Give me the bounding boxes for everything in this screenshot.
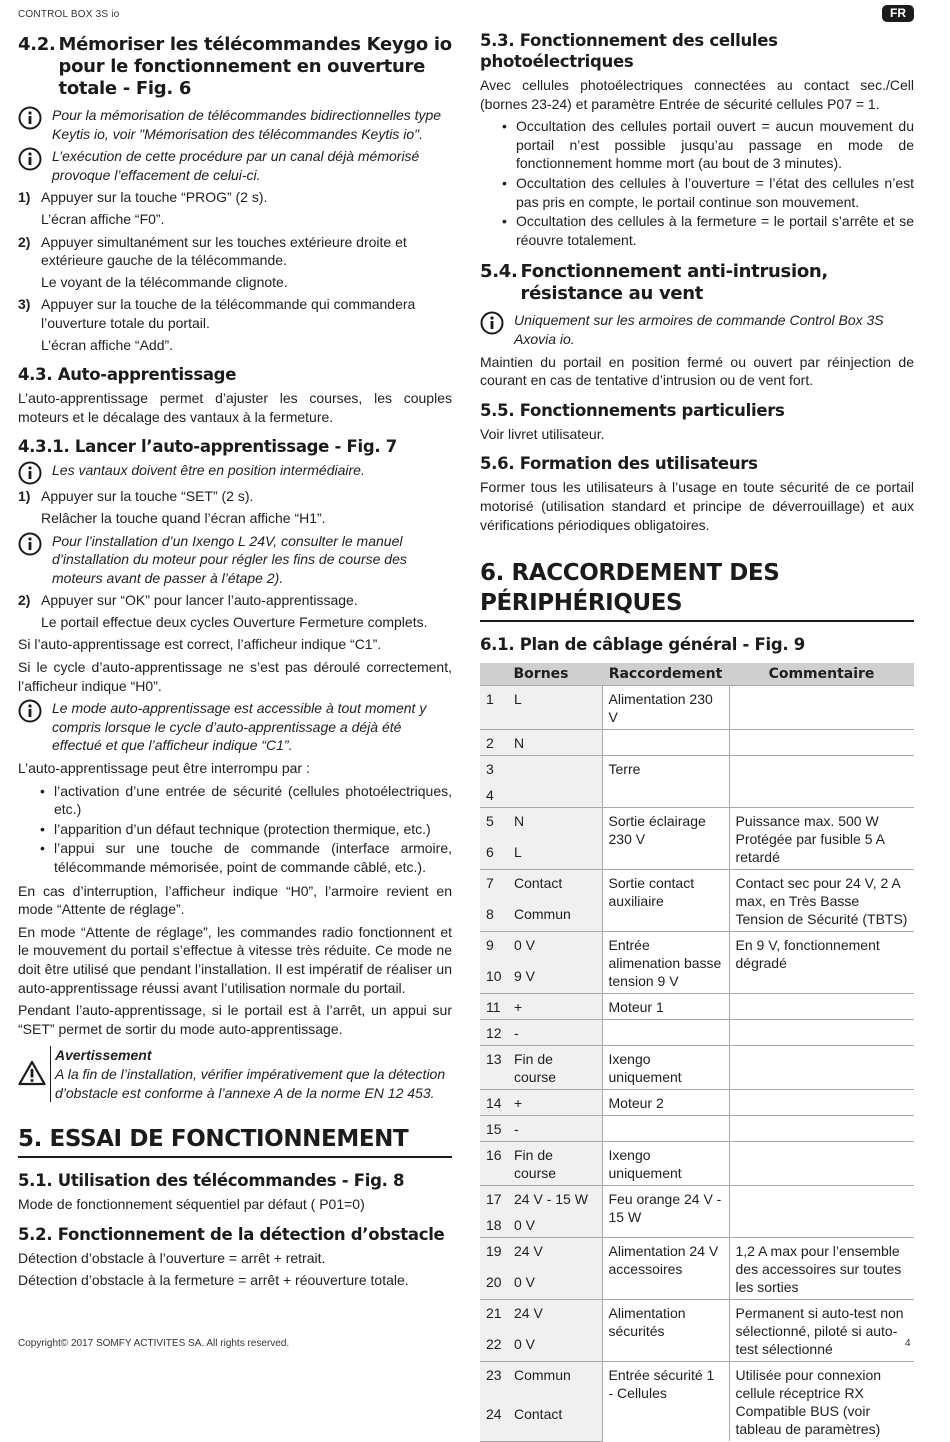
table-row bbox=[480, 870, 914, 901]
raccordement-cell: Ixengo uniquement bbox=[602, 1046, 729, 1090]
terminal-number: 24 bbox=[480, 1401, 508, 1441]
paragraph: Pendant l’auto-apprentissage, si le portail est à l’arrêt, un appui sur “SET” permet de sortir du mode auto-apprentissage. bbox=[18, 1002, 452, 1037]
section-number: 4.2. bbox=[18, 34, 56, 55]
terminal-number: 5 bbox=[480, 808, 508, 839]
terminal-number: 3 bbox=[480, 756, 508, 782]
commentaire-cell bbox=[729, 1142, 914, 1186]
step-number: 1) bbox=[18, 189, 31, 206]
info-icon bbox=[480, 311, 506, 333]
column-header-bornes: Bornes bbox=[480, 663, 602, 686]
raccordement-cell bbox=[602, 1116, 729, 1142]
section-5-3-heading: 5.3. Fonctionnement des cellules photoélectriques bbox=[480, 31, 778, 71]
table-row bbox=[480, 1300, 914, 1331]
paragraph: L’auto-apprentissage permet d’ajuster les courses, les couples moteurs et le décalage des vantaux à la fermeture. bbox=[18, 390, 452, 425]
step-number: 2) bbox=[18, 592, 31, 609]
paragraph: Former tous les utilisateurs à l’usage en toute sécurité de ce portail motorisé (utilisation standard et principe de déverrouillage) et aux vérifications périodiques obligatoires. bbox=[480, 479, 914, 533]
terminal-number: 12 bbox=[480, 1020, 508, 1046]
step-result: L’écran affiche “Add”. bbox=[41, 336, 174, 353]
paragraph: Avec cellules photoélectriques connectées au contact sec./Cell (bornes 23-24) et paramètre Entrée de sécurité cellules P07 = 1. bbox=[480, 77, 914, 112]
raccordement-cell bbox=[602, 730, 729, 756]
raccordement-cell: Alimentation 24 V accessoires bbox=[602, 1238, 729, 1300]
step-3 bbox=[18, 295, 452, 332]
terminal-label: - bbox=[508, 1116, 602, 1142]
table-header-row bbox=[480, 663, 914, 686]
terminal-number: 22 bbox=[480, 1331, 508, 1362]
commentaire-cell bbox=[729, 1116, 914, 1142]
paragraph: Détection d’obstacle à la fermeture = arrêt + réouverture totale. bbox=[18, 1272, 409, 1289]
raccordement-cell: Moteur 1 bbox=[602, 994, 729, 1020]
commentaire-cell bbox=[729, 1186, 914, 1238]
commentaire-cell bbox=[729, 730, 914, 756]
info-note bbox=[18, 106, 452, 143]
table-row bbox=[480, 756, 914, 782]
section-title: Fonctionnement anti-intrusion, résistance au vent bbox=[520, 261, 828, 305]
wiring-table bbox=[480, 663, 914, 1442]
list-item-text: l’apparition d’un défaut technique (protection thermique, etc.) bbox=[54, 820, 431, 837]
table-row bbox=[480, 808, 914, 839]
step-result: L’écran affiche “F0”. bbox=[41, 210, 165, 227]
terminal-label: 0 V bbox=[508, 1331, 602, 1362]
commentaire-cell: Utilisée pour connexion cellule réceptrice RX Compatible BUS (voir tableau de paramètres) bbox=[729, 1362, 914, 1442]
raccordement-cell: Sortie éclairage 230 V bbox=[602, 808, 729, 870]
commentaire-cell bbox=[729, 756, 914, 808]
commentaire-cell: Contact sec pour 24 V, 2 A max, en Très Basse Tension de Sécurité (TBTS) bbox=[729, 870, 914, 932]
table-row bbox=[480, 1186, 914, 1212]
info-icon bbox=[18, 461, 44, 483]
info-text: Les vantaux doivent être en position intermédiaire. bbox=[52, 462, 365, 479]
step-number: 3) bbox=[18, 296, 31, 313]
table-row bbox=[480, 1116, 914, 1142]
terminal-number: 19 bbox=[480, 1238, 508, 1269]
section-5-2-heading: 5.2. Fonctionnement de la détection d’obstacle bbox=[18, 1224, 445, 1244]
raccordement-cell: Terre bbox=[602, 756, 729, 808]
raccordement-cell: Alimentation sécurités bbox=[602, 1300, 729, 1362]
table-row bbox=[480, 730, 914, 756]
commentaire-cell bbox=[729, 686, 914, 730]
terminal-label: Fin de course bbox=[508, 1046, 602, 1090]
terminal-number: 16 bbox=[480, 1142, 508, 1186]
commentaire-cell bbox=[729, 994, 914, 1020]
info-icon bbox=[18, 106, 44, 128]
section-5-5-heading: 5.5. Fonctionnements particuliers bbox=[480, 400, 785, 420]
paragraph: Si le cycle d’auto-apprentissage ne s’est pas déroulé correctement, l’afficheur indique “H0”. bbox=[18, 659, 452, 694]
info-icon bbox=[18, 532, 44, 554]
table-row bbox=[480, 1046, 914, 1090]
step-text: Appuyer sur la touche “PROG” (2 s). bbox=[41, 189, 268, 206]
raccordement-cell: Ixengo uniquement bbox=[602, 1142, 729, 1186]
commentaire-cell: 1,2 A max pour l’ensemble des accessoires sur toutes les sorties bbox=[729, 1238, 914, 1300]
chapter-6-heading: 6. RACCORDEMENT DES PÉRIPHÉRIQUES bbox=[480, 558, 914, 622]
table-row bbox=[480, 994, 914, 1020]
terminal-label: 24 V bbox=[508, 1300, 602, 1331]
warning-text: A la fin de l’installation, vérifier impérativement que la détection d’obstacle est conforme à l’annexe A de la norme EN 12 453. bbox=[55, 1065, 446, 1101]
info-note bbox=[18, 147, 452, 184]
terminal-label: 24 V - 15 W bbox=[508, 1186, 602, 1212]
paragraph: Maintien du portail en position fermé ou ouvert par réinjection de courant en cas de tentative d’intrusion ou de vent fort. bbox=[480, 353, 914, 389]
terminal-number: 9 bbox=[480, 932, 508, 963]
list-item: • l’activation d’une entrée de sécurité (cellules photoélectriques, etc.) bbox=[40, 782, 452, 818]
language-badge: FR bbox=[882, 5, 914, 22]
wiring-table-body bbox=[480, 686, 914, 1442]
list-item-text: Occultation des cellules portail ouvert = aucun mouvement du portail n’est possible jusqu’au passage en mode de fonctionnement homme mort (au bout de 3 minutes). bbox=[516, 118, 914, 172]
table-row bbox=[480, 1020, 914, 1046]
raccordement-cell: Entrée sécurité 1 - Cellules bbox=[602, 1362, 729, 1442]
step-number: 1) bbox=[18, 488, 31, 505]
commentaire-cell bbox=[729, 1090, 914, 1116]
list-item-text: Occultation des cellules à la fermeture = le portail s’arrête et se réouvre totalement. bbox=[516, 213, 914, 248]
info-note bbox=[480, 311, 914, 348]
step-result: Le voyant de la télécommande clignote. bbox=[41, 273, 288, 290]
terminal-number: 23 bbox=[480, 1362, 508, 1402]
paragraph: Détection d’obstacle à l’ouverture = arrêt + retrait. bbox=[18, 1249, 326, 1266]
paragraph: Mode de fonctionnement séquentiel par défaut ( P01=0) bbox=[18, 1196, 365, 1213]
terminal-number: 13 bbox=[480, 1046, 508, 1090]
bullet-list bbox=[480, 117, 914, 249]
raccordement-cell: Moteur 2 bbox=[602, 1090, 729, 1116]
bullet-list bbox=[18, 782, 452, 877]
terminal-label: Commun bbox=[508, 1362, 602, 1402]
table-row bbox=[480, 932, 914, 963]
step-text: Appuyer simultanément sur les touches extérieure droite et extérieure gauche de la télécommande. bbox=[41, 233, 407, 269]
paragraph: En cas d’interruption, l’afficheur indique “H0”, l’armoire revient en mode “Attente de réglage”. bbox=[18, 882, 452, 918]
terminal-label: L bbox=[508, 839, 602, 870]
step-result: Relâcher la touche quand l’écran affiche “H1”. bbox=[41, 509, 326, 526]
terminal-number: 6 bbox=[480, 839, 508, 870]
step-1 bbox=[18, 188, 452, 207]
commentaire-cell: Puissance max. 500 W Protégée par fusible 5 A retardé bbox=[729, 808, 914, 870]
footer-copyright: Copyright© 2017 SOMFY ACTIVITES SA. All rights reserved. bbox=[18, 1338, 290, 1349]
info-text: Le mode auto-apprentissage est accessible à tout moment y compris lorsque le cycle d’auto-apprentissage a déjà été effectué et que l’afficheur indique “C1”. bbox=[52, 700, 427, 754]
section-6-1-heading: 6.1. Plan de câblage général - Fig. 9 bbox=[480, 635, 805, 655]
commentaire-cell: En 9 V, fonctionnement dégradé bbox=[729, 932, 914, 994]
paragraph: Si l’auto-apprentissage est correct, l’afficheur indique “C1”. bbox=[18, 636, 382, 653]
terminal-label: 0 V bbox=[508, 932, 602, 963]
terminal-number: 2 bbox=[480, 730, 508, 756]
list-item-text: l’appui sur une touche de commande (interface armoire, télécommande mémorisée, point de commande câblé, etc.). bbox=[54, 840, 452, 875]
terminal-label: - bbox=[508, 1020, 602, 1046]
raccordement-cell bbox=[602, 1020, 729, 1046]
commentaire-cell bbox=[729, 1046, 914, 1090]
section-5-1-heading: 5.1. Utilisation des télécommandes - Fig. 8 bbox=[18, 1171, 405, 1191]
list-item-text: Occultation des cellules à l’ouverture = l’état des cellules n’est pas pris en compte, le portail continue son mouvement. bbox=[516, 174, 914, 210]
terminal-label: 9 V bbox=[508, 963, 602, 994]
terminal-number: 1 bbox=[480, 686, 508, 730]
section-5-6-heading: 5.6. Formation des utilisateurs bbox=[480, 454, 758, 474]
terminal-number: 14 bbox=[480, 1090, 508, 1116]
info-text: Uniquement sur les armoires de commande Control Box 3S Axovia io. bbox=[514, 312, 884, 347]
section-title: Mémoriser les télécommandes Keygo io pour le fonctionnement en ouverture totale - Fig. 6 bbox=[58, 34, 452, 99]
step-result: Le portail effectue deux cycles Ouverture Fermeture complets. bbox=[41, 613, 428, 630]
info-note bbox=[18, 699, 452, 755]
terminal-number: 8 bbox=[480, 901, 508, 932]
terminal-label: Contact bbox=[508, 870, 602, 901]
table-row bbox=[480, 1142, 914, 1186]
terminal-label: 0 V bbox=[508, 1269, 602, 1300]
chapter-5-heading: 5. ESSAI DE FONCTIONNEMENT bbox=[18, 1124, 452, 1158]
terminal-number: 18 bbox=[480, 1212, 508, 1238]
list-item: • l’appui sur une touche de commande (interface armoire, télécommande mémorisée, point de commande câblé, etc.). bbox=[40, 840, 452, 875]
info-note bbox=[18, 532, 452, 588]
info-note bbox=[18, 461, 452, 483]
terminal-number: 20 bbox=[480, 1269, 508, 1300]
right-column bbox=[480, 30, 914, 1442]
commentaire-cell: Permanent si auto-test non sélectionné, piloté si auto-test sélectionné bbox=[729, 1300, 914, 1362]
paragraph: Voir livret utilisateur. bbox=[480, 425, 605, 442]
table-row bbox=[480, 686, 914, 730]
terminal-label bbox=[508, 782, 602, 808]
list-item: • l’apparition d’un défaut technique (protection thermique, etc.) bbox=[18, 820, 452, 839]
paragraph: En mode “Attente de réglage”, les commandes radio fonctionnent et le mouvement du portail s’effectue à vitesse très réduite. Ce mode ne doit être utilisé que pendant l’installation. Il est impératif de réaliser un auto-apprentissage réussi avant l’utilisation normale du portail. bbox=[18, 923, 452, 996]
step-text: Appuyer sur la touche de la télécommande qui commandera l’ouverture totale du portail. bbox=[41, 296, 416, 331]
column-header-raccordement: Raccordement bbox=[602, 663, 729, 686]
section-5-4-heading bbox=[480, 261, 914, 305]
step-2 bbox=[18, 591, 452, 610]
raccordement-cell: Sortie contact auxiliaire bbox=[602, 870, 729, 932]
warning-icon bbox=[18, 1046, 50, 1102]
info-text: Pour l’installation d’un Ixengo L 24V, consulter le manuel d’installation du moteur pour régler les fins de course des moteurs avant de passer à l’étape 2). bbox=[52, 532, 407, 586]
info-icon bbox=[18, 147, 44, 169]
left-column bbox=[18, 30, 452, 1294]
page-header-product: CONTROL BOX 3S io bbox=[18, 9, 120, 20]
terminal-number: 11 bbox=[480, 994, 508, 1020]
list-item-text: l’activation d’une entrée de sécurité (cellules photoélectriques, etc.) bbox=[54, 782, 452, 818]
raccordement-cell: Alimentation 230 V bbox=[602, 686, 729, 730]
step-text: Appuyer sur “OK” pour lancer l’auto-apprentissage. bbox=[41, 592, 358, 609]
terminal-label: Contact bbox=[508, 1401, 602, 1441]
terminal-label bbox=[508, 756, 602, 782]
terminal-number: 7 bbox=[480, 870, 508, 901]
terminal-label: N bbox=[508, 808, 602, 839]
info-icon bbox=[18, 699, 44, 721]
terminal-number: 17 bbox=[480, 1186, 508, 1212]
section-4-3-1-heading: 4.3.1. Lancer l’auto-apprentissage - Fig. 7 bbox=[18, 437, 397, 457]
commentaire-cell bbox=[729, 1020, 914, 1046]
warning-body bbox=[50, 1046, 452, 1102]
info-text: L’exécution de cette procédure par un canal déjà mémorisé provoque l’effacement de celui-ci. bbox=[52, 148, 420, 183]
terminal-label: Commun bbox=[508, 901, 602, 932]
step-2 bbox=[18, 233, 452, 270]
terminal-label: + bbox=[508, 994, 602, 1020]
step-1 bbox=[18, 487, 452, 506]
step-text: Appuyer sur la touche “SET” (2 s). bbox=[41, 488, 254, 505]
warning-title: Avertissement bbox=[55, 1047, 152, 1064]
section-4-3-heading: 4.3. Auto-apprentissage bbox=[18, 365, 237, 385]
paragraph: L’auto-apprentissage peut être interrompu par : bbox=[18, 760, 310, 777]
page-number: 4 bbox=[905, 1338, 911, 1349]
info-text: Pour la mémorisation de télécommandes bidirectionnelles type Keytis io, voir "Mémorisation des télécommandes Keytis io". bbox=[52, 107, 442, 142]
terminal-label: N bbox=[508, 730, 602, 756]
terminal-number: 21 bbox=[480, 1300, 508, 1331]
warning-box bbox=[18, 1046, 452, 1102]
terminal-number: 15 bbox=[480, 1116, 508, 1142]
terminal-label: 0 V bbox=[508, 1212, 602, 1238]
list-item: • Occultation des cellules à la fermeture = le portail s’arrête et se réouvre totalement. bbox=[502, 213, 914, 248]
table-row bbox=[480, 1238, 914, 1269]
table-row bbox=[480, 1362, 914, 1402]
column-header-commentaire: Commentaire bbox=[729, 663, 914, 686]
raccordement-cell: Entrée alimenation basse tension 9 V bbox=[602, 932, 729, 994]
terminal-number: 10 bbox=[480, 963, 508, 994]
step-number: 2) bbox=[18, 233, 31, 250]
terminal-label: + bbox=[508, 1090, 602, 1116]
terminal-label: L bbox=[508, 686, 602, 730]
list-item: • Occultation des cellules portail ouvert = aucun mouvement du portail n’est possible jusqu’au passage en mode de fonctionnement homme mort (au bout de 3 minutes). bbox=[502, 118, 914, 172]
list-item: • Occultation des cellules à l’ouverture = l’état des cellules n’est pas pris en compte, le portail continue son mouvement. bbox=[502, 174, 914, 210]
terminal-number: 4 bbox=[480, 782, 508, 808]
terminal-label: Fin de course bbox=[508, 1142, 602, 1186]
raccordement-cell: Feu orange 24 V - 15 W bbox=[602, 1186, 729, 1238]
section-4-2-heading bbox=[18, 34, 452, 100]
table-row bbox=[480, 1090, 914, 1116]
terminal-label: 24 V bbox=[508, 1238, 602, 1269]
section-number: 5.4. bbox=[480, 261, 518, 283]
